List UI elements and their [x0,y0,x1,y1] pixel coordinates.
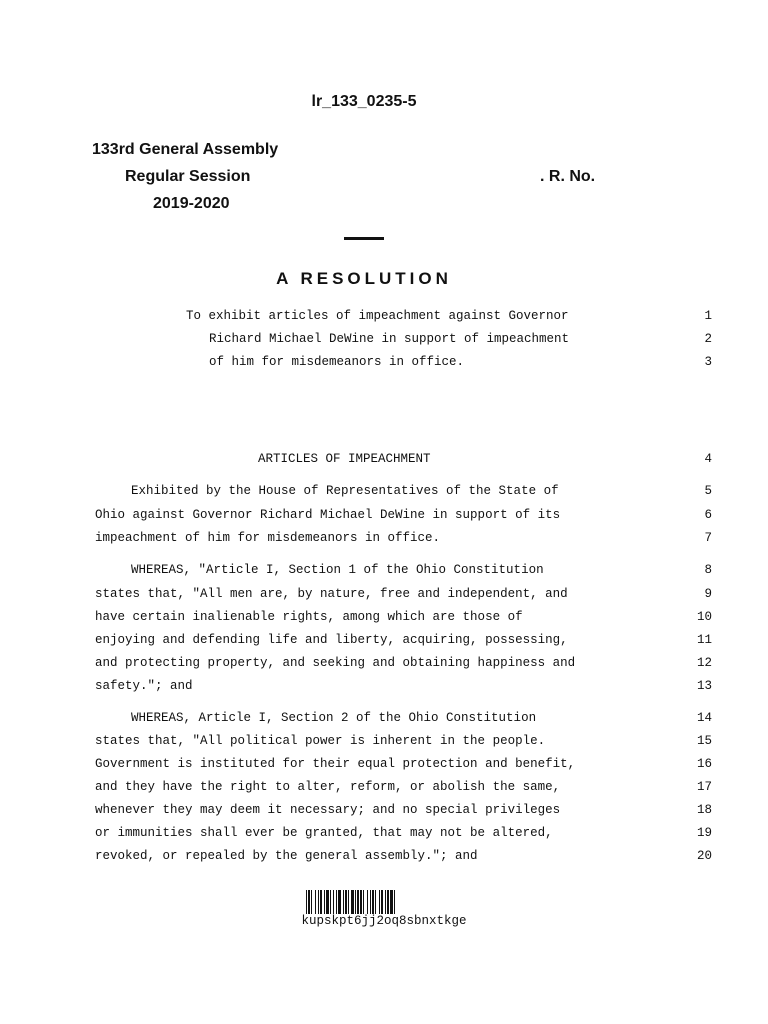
line-number: 6 [704,508,712,522]
line-text: of him for misdemeanors in office. [209,355,465,369]
line-number: 13 [696,679,712,693]
line-number: 11 [696,633,712,647]
text-line [0,826,768,844]
line-number: 14 [696,711,712,725]
line-text: WHEREAS, Article I, Section 2 of the Ohio Constitution [131,711,537,725]
barcode-bar [357,890,359,914]
text-line [0,679,768,697]
document-id: lr_133_0235-5 [311,93,417,110]
line-number: 2 [704,332,712,346]
text-line [0,803,768,821]
barcode-text: kupskpt6jj2oq8sbnxtkge [301,914,467,928]
line-text: WHEREAS, "Article I, Section 1 of the Ohio Constitution [131,563,544,577]
text-line [0,484,768,502]
text-line [0,711,768,729]
barcode-bar [343,890,344,914]
barcode-bar [385,890,386,914]
line-text: whenever they may deem it necessary; and no special privileges [95,803,561,817]
barcode-bar [308,890,310,914]
line-text: and protecting property, and seeking and obtaining happiness and [95,656,576,670]
barcode-bar [351,890,354,914]
line-number: 5 [704,484,712,498]
line-number: 19 [696,826,712,840]
barcode-bar [390,890,393,914]
barcode-bar [363,890,364,914]
text-line [0,734,768,752]
text-line [0,780,768,798]
line-text: enjoying and defending life and liberty, acquiring, possessing, [95,633,568,647]
text-line [0,309,768,327]
line-text: safety."; and [95,679,193,693]
line-text: Government is instituted for their equal protection and benefit, [95,757,576,771]
text-line [0,508,768,526]
line-number: 9 [704,587,712,601]
text-line [0,332,768,350]
line-text: ARTICLES OF IMPEACHMENT [258,452,431,466]
barcode-bar [324,890,325,914]
barcode-bar [381,890,383,914]
line-number: 12 [696,656,712,670]
line-text: or immunities shall ever be granted, that may not be altered, [95,826,553,840]
text-line [0,531,768,549]
resolution-title: A RESOLUTION [276,269,452,288]
session-years: 2019-2020 [153,195,230,212]
line-number: 3 [704,355,712,369]
text-line [0,656,768,674]
barcode-bar [394,890,395,914]
barcode-bar [330,890,331,914]
barcode-bar [318,890,319,914]
barcode-bar [370,890,371,914]
line-number: 7 [704,531,712,545]
text-line [0,633,768,651]
line-text: states that, "All men are, by nature, free and independent, and [95,587,568,601]
barcode [306,890,432,914]
barcode-bar [367,890,368,914]
barcode-bar [306,890,307,914]
barcode-bar [360,890,362,914]
resolution-number: . R. No. [540,168,596,185]
text-line [0,610,768,628]
text-line [0,355,768,373]
line-text: Richard Michael DeWine in support of impeachment [209,332,570,346]
line-text: states that, "All political power is inherent in the people. [95,734,546,748]
barcode-bar [315,890,316,914]
barcode-bar [379,890,380,914]
line-number: 4 [704,452,712,466]
line-number: 1 [704,309,712,323]
barcode-bar [355,890,356,914]
line-number: 16 [696,757,712,771]
text-line [0,563,768,581]
barcode-bar [348,890,349,914]
line-text: Ohio against Governor Richard Michael DeWine in support of its [95,508,561,522]
barcode-bar [311,890,312,914]
header-rule [344,237,384,240]
text-line [0,587,768,605]
barcode-bar [372,890,374,914]
barcode-bar [375,890,376,914]
barcode-bar [345,890,347,914]
line-text: Exhibited by the House of Representatives of the State of [131,484,559,498]
line-text: revoked, or repealed by the general assembly."; and [95,849,478,863]
line-text: have certain inalienable rights, among which are those of [95,610,523,624]
barcode-bar [333,890,334,914]
line-text: and they have the right to alter, reform, or abolish the same, [95,780,561,794]
line-number: 18 [696,803,712,817]
line-number: 8 [704,563,712,577]
line-number: 20 [696,849,712,863]
line-number: 17 [696,780,712,794]
line-number: 15 [696,734,712,748]
line-number: 10 [696,610,712,624]
barcode-bar [338,890,341,914]
text-line [0,849,768,867]
barcode-bar [320,890,322,914]
barcode-bar [326,890,329,914]
line-text: impeachment of him for misdemeanors in office. [95,531,441,545]
general-assembly-label: 133rd General Assembly [92,141,279,158]
barcode-bar [387,890,389,914]
session-label: Regular Session [125,168,251,185]
line-text: To exhibit articles of impeachment against Governor [186,309,569,323]
text-line [0,757,768,775]
barcode-bar [336,890,337,914]
text-line [0,452,768,470]
